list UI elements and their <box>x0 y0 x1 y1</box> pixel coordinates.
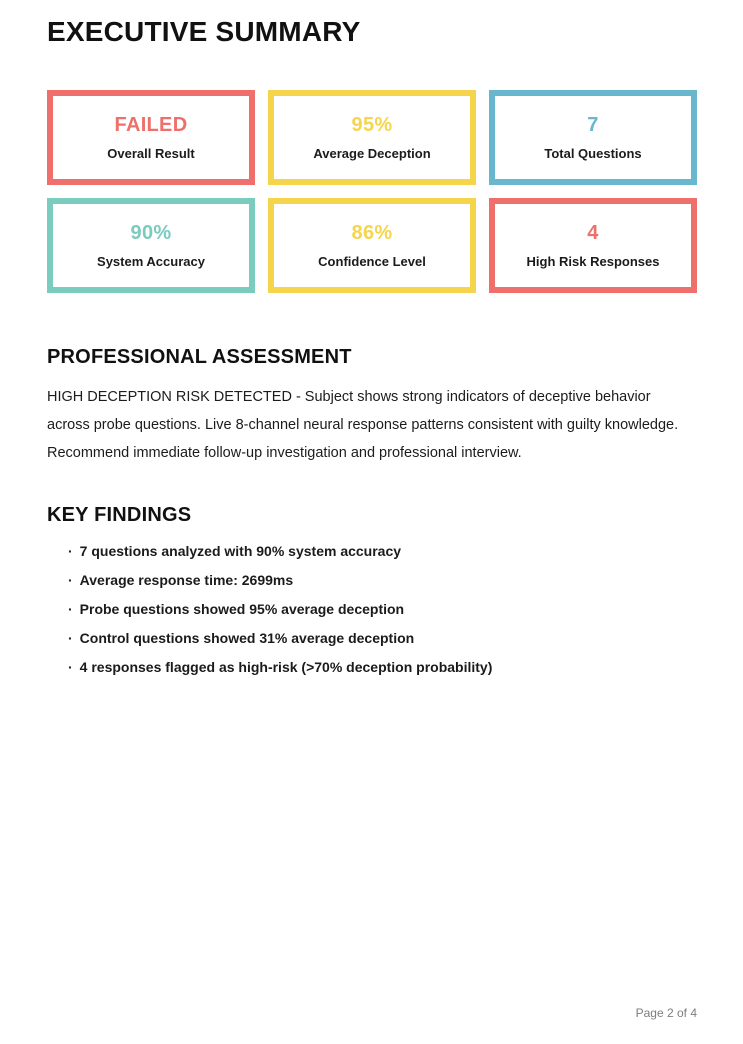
page-number: Page 2 of 4 <box>635 1006 697 1020</box>
key-finding-item <box>68 573 697 587</box>
bullet-icon: · <box>68 572 73 589</box>
key-finding-text: Control questions showed 31% average deception <box>79 630 415 647</box>
summary-card-system-accuracy <box>47 198 255 293</box>
assessment-heading: PROFESSIONAL ASSESSMENT <box>47 346 352 369</box>
key-finding-item <box>68 602 697 616</box>
key-findings-heading: KEY FINDINGS <box>47 504 192 527</box>
bullet-icon: · <box>68 659 73 676</box>
card-value: FAILED <box>114 114 188 137</box>
key-finding-text: 4 responses flagged as high-risk (>70% deception probability) <box>79 659 493 676</box>
page-title: EXECUTIVE SUMMARY <box>47 16 361 47</box>
assessment-body: HIGH DECEPTION RISK DETECTED - Subject shows strong indicators of deceptive behavior across probe questions. Live 8-channel neural response patterns consistent with guilty knowledge. Recommend immediate follow-up investigation and professional interview. <box>47 389 679 462</box>
bullet-icon: · <box>68 630 73 647</box>
key-finding-item <box>68 631 697 645</box>
card-label: Average Deception <box>313 146 431 162</box>
key-finding-item <box>68 544 697 558</box>
summary-card-average-deception <box>268 90 476 185</box>
key-finding-text: 7 questions analyzed with 90% system accuracy <box>79 543 402 560</box>
card-label: High Risk Responses <box>526 254 660 270</box>
summary-card-total-questions <box>489 90 697 185</box>
summary-card-overall-result <box>47 90 255 185</box>
card-value: 86% <box>351 222 393 245</box>
summary-card-high-risk-responses <box>489 198 697 293</box>
bullet-icon: · <box>68 543 73 560</box>
key-finding-text: Probe questions showed 95% average deception <box>79 601 405 618</box>
card-value: 95% <box>351 114 393 137</box>
summary-cards-grid <box>47 90 697 293</box>
bullet-icon: · <box>68 601 73 618</box>
key-findings-list <box>47 544 697 674</box>
summary-card-confidence-level <box>268 198 476 293</box>
card-label: Confidence Level <box>318 254 426 270</box>
card-label: Overall Result <box>107 146 195 162</box>
card-label: Total Questions <box>544 146 642 162</box>
card-value: 90% <box>130 222 172 245</box>
card-value: 4 <box>587 222 599 245</box>
card-label: System Accuracy <box>97 254 205 270</box>
key-finding-text: Average response time: 2699ms <box>79 572 294 589</box>
key-finding-item <box>68 660 697 674</box>
card-value: 7 <box>587 114 599 137</box>
